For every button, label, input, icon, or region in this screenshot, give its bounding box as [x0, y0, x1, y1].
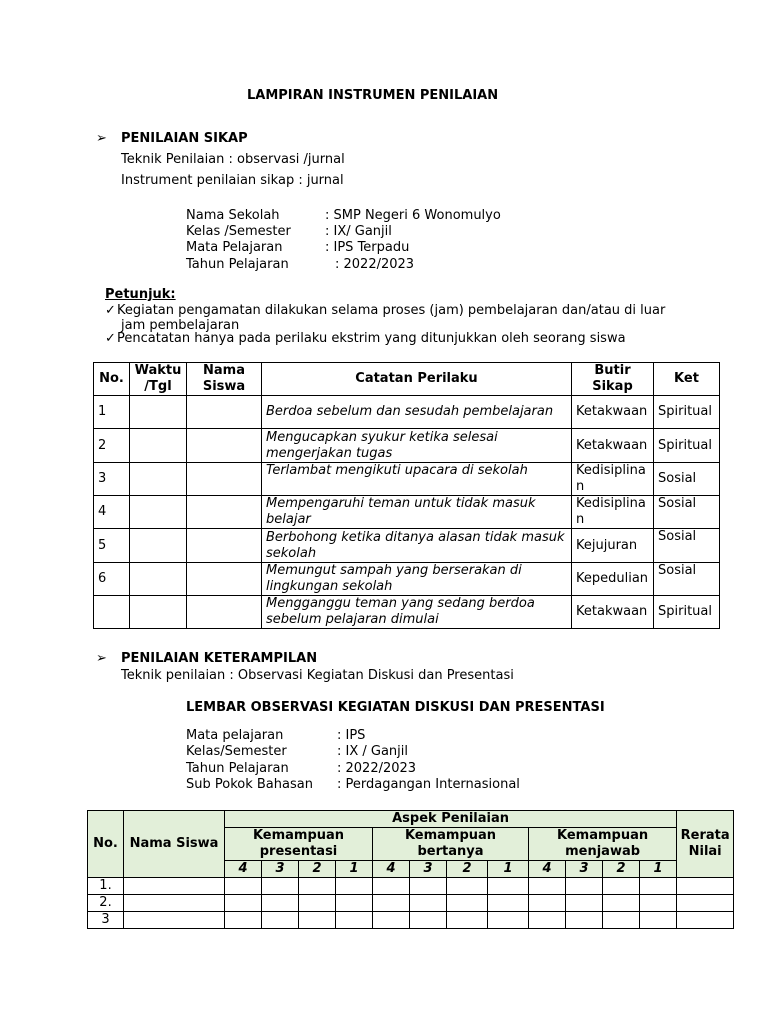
table-row: [88, 878, 734, 895]
score-header: 3: [566, 861, 603, 878]
cell-no: 1.: [88, 878, 124, 895]
cell-waktu: [130, 496, 187, 529]
score-header: 1: [640, 861, 677, 878]
header-butir-sikap: Butir Sikap: [572, 363, 654, 396]
score-header: 3: [410, 861, 447, 878]
header-ket: Ket: [654, 363, 720, 396]
cell-ket: Sosial: [654, 496, 720, 529]
cell-catatan: Mempengaruhi teman untuk tidak masuk belajar: [262, 496, 572, 529]
cell-ket: Sosial: [654, 563, 720, 596]
cell-catatan: Mengganggu teman yang sedang berdoa sebelum pelajaran dimulai: [262, 596, 572, 629]
table-row: [88, 912, 734, 929]
cell-butir: Ketakwaan: [572, 429, 654, 463]
table-row: [88, 895, 734, 912]
petunjuk-item-1-cont: jam pembelajaran: [121, 318, 240, 333]
cell-no: [94, 596, 130, 629]
cell-nama: [187, 529, 262, 563]
section-heading-keterampilan: PENILAIAN KETERAMPILAN: [121, 651, 318, 666]
cell-catatan: Berdoa sebelum dan sesudah pembelajaran: [262, 396, 572, 429]
header-aspek-penilaian: Aspek Penilaian: [225, 811, 677, 828]
table-row: [94, 396, 720, 429]
info-value-tahun: : 2022/2023: [337, 761, 417, 776]
cell-nama: [187, 496, 262, 529]
cell-waktu: [130, 596, 187, 629]
score-header: 3: [262, 861, 299, 878]
score-header: 1: [336, 861, 373, 878]
info-value-nama-sekolah: : SMP Negeri 6 Wonomulyo: [325, 208, 501, 223]
petunjuk-item-1: Kegiatan pengamatan dilakukan selama proses (jam) pembelajaran dan/atau di luar: [117, 303, 666, 318]
cell-no: 6: [94, 563, 130, 596]
section-heading-sikap: PENILAIAN SIKAP: [121, 131, 248, 146]
score-header: 1: [488, 861, 529, 878]
info-value-mapel: : IPS: [337, 728, 366, 743]
petunjuk-label: Petunjuk:: [105, 287, 176, 302]
header-waktu: Waktu /Tgl: [130, 363, 187, 396]
cell-waktu: [130, 563, 187, 596]
teknik-penilaian-sikap: Teknik Penilaian : observasi /jurnal: [121, 152, 345, 167]
table-row: [94, 596, 720, 629]
score-header: 2: [603, 861, 640, 878]
cell-butir: Kedisiplinan: [572, 463, 654, 496]
score-header: 4: [225, 861, 262, 878]
cell-no: 2: [94, 429, 130, 463]
lembar-observasi-title: LEMBAR OBSERVASI KEGIATAN DISKUSI DAN PRESENTASI: [186, 700, 605, 715]
header-no: No.: [94, 363, 130, 396]
cell-butir: Kedisiplinan: [572, 496, 654, 529]
cell-no: 5: [94, 529, 130, 563]
cell-nama: [187, 563, 262, 596]
cell-no: 3: [88, 912, 124, 929]
cell-butir: Ketakwaan: [572, 396, 654, 429]
cell-waktu: [130, 463, 187, 496]
cell-ket: Sosial: [654, 529, 720, 563]
cell-catatan: Terlambat mengikuti upacara di sekolah: [262, 463, 572, 496]
info-label-tahun: Tahun Pelajaran: [186, 257, 289, 272]
info-label-tahun: Tahun Pelajaran: [186, 761, 289, 776]
score-header: 2: [299, 861, 336, 878]
jurnal-sikap-table: [93, 362, 720, 629]
header-nama-siswa: Nama Siswa: [187, 363, 262, 396]
header-nama-siswa: Nama Siswa: [124, 811, 225, 878]
cell-ket: Sosial: [654, 463, 720, 496]
info-value-mapel: : IPS Terpadu: [325, 240, 410, 255]
cell-nama: [187, 596, 262, 629]
cell-waktu: [130, 429, 187, 463]
header-kemampuan-presentasi: Kemampuan presentasi: [225, 828, 373, 861]
info-value-kelas: : IX/ Ganjil: [325, 224, 392, 239]
cell-no: 2.: [88, 895, 124, 912]
cell-no: 4: [94, 496, 130, 529]
header-no: No.: [88, 811, 124, 878]
info-label-kelas: Kelas/Semester: [186, 744, 287, 759]
score-header: 4: [373, 861, 410, 878]
info-value-tahun: : 2022/2023: [335, 257, 415, 272]
info-value-kelas: : IX / Ganjil: [337, 744, 409, 759]
cell-catatan: Memungut sampah yang berserakan di lingkungan sekolah: [262, 563, 572, 596]
table-row: [94, 563, 720, 596]
info-label-mapel: Mata Pelajaran: [186, 240, 283, 255]
score-header: 4: [529, 861, 566, 878]
bullet-arrow-icon: ➢: [96, 651, 107, 666]
header-rerata-nilai: Rerata Nilai: [677, 811, 734, 878]
cell-butir: Kepedulian: [572, 563, 654, 596]
info-value-sub-pokok: : Perdagangan Internasional: [337, 777, 520, 792]
page-title: LAMPIRAN INSTRUMEN PENILAIAN: [247, 88, 499, 103]
cell-ket: Spiritual: [654, 596, 720, 629]
cell-nama: [187, 396, 262, 429]
cell-catatan: Mengucapkan syukur ketika selesai mengerjakan tugas: [262, 429, 572, 463]
cell-ket: Spiritual: [654, 396, 720, 429]
info-label-kelas: Kelas /Semester: [186, 224, 291, 239]
cell-nama: [187, 463, 262, 496]
checkmark-icon: ✓: [105, 331, 116, 346]
cell-ket: Spiritual: [654, 429, 720, 463]
cell-butir: Ketakwaan: [572, 596, 654, 629]
table-row: [94, 529, 720, 563]
cell-catatan: Berbohong ketika ditanya alasan tidak masuk sekolah: [262, 529, 572, 563]
teknik-penilaian-keterampilan: Teknik penilaian : Observasi Kegiatan Diskusi dan Presentasi: [121, 668, 514, 683]
observasi-keterampilan-table: [87, 810, 734, 929]
cell-no: 1: [94, 396, 130, 429]
table-row: [94, 429, 720, 463]
cell-butir: Kejujuran: [572, 529, 654, 563]
table-row: [94, 496, 720, 529]
header-kemampuan-bertanya: Kemampuan bertanya: [373, 828, 529, 861]
petunjuk-item-2: Pencatatan hanya pada perilaku ekstrim yang ditunjukkan oleh seorang siswa: [117, 331, 626, 346]
header-kemampuan-menjawab: Kemampuan menjawab: [529, 828, 677, 861]
header-catatan-perilaku: Catatan Perilaku: [262, 363, 572, 396]
info-label-sub-pokok: Sub Pokok Bahasan: [186, 777, 313, 792]
cell-no: 3: [94, 463, 130, 496]
score-header: 2: [447, 861, 488, 878]
instrument-penilaian-sikap: Instrument penilaian sikap : jurnal: [121, 173, 344, 188]
cell-nama: [187, 429, 262, 463]
info-label-mapel: Mata pelajaran: [186, 728, 284, 743]
cell-waktu: [130, 529, 187, 563]
table-row: [94, 463, 720, 496]
checkmark-icon: ✓: [105, 303, 116, 318]
info-label-nama-sekolah: Nama Sekolah: [186, 208, 280, 223]
bullet-arrow-icon: ➢: [96, 131, 107, 146]
cell-waktu: [130, 396, 187, 429]
